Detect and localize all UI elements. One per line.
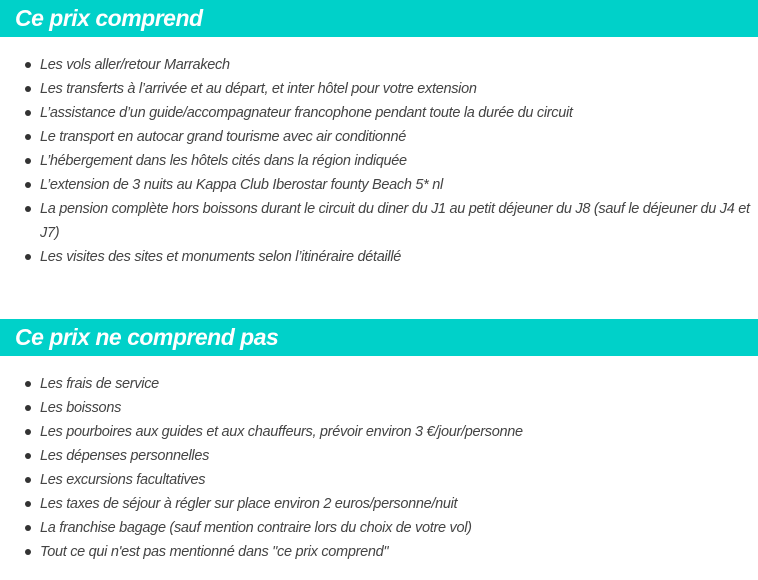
excluded-section-header	[0, 319, 758, 356]
list-item: Les visites des sites et monuments selon l’itinéraire détaillé	[0, 245, 758, 269]
bullet-icon	[25, 477, 31, 483]
list-item: Les transferts à l’arrivée et au départ, et inter hôtel pour votre extension	[0, 77, 758, 101]
bullet-icon	[25, 206, 31, 212]
list-item: La pension complète hors boissons durant le circuit du diner du J1 au petit déjeuner du J8 (sauf le déjeuner du J4 et J7)	[0, 197, 758, 245]
bullet-icon	[25, 453, 31, 459]
list-item: Les dépenses personnelles	[0, 444, 758, 468]
bullet-icon	[25, 158, 31, 164]
bullet-icon	[25, 254, 31, 260]
included-section-header	[0, 0, 758, 37]
list-item: Les boissons	[0, 396, 758, 420]
bullet-icon	[25, 525, 31, 531]
list-item: Le transport en autocar grand tourisme avec air conditionné	[0, 125, 758, 149]
bullet-icon	[25, 62, 31, 68]
included-section-title: Ce prix comprend	[15, 5, 203, 31]
list-item: La franchise bagage (sauf mention contraire lors du choix de votre vol)	[0, 516, 758, 540]
bullet-icon	[25, 110, 31, 116]
bullet-icon	[25, 134, 31, 140]
bullet-icon	[25, 86, 31, 92]
list-item: Les frais de service	[0, 372, 758, 396]
bullet-icon	[25, 182, 31, 188]
excluded-section-title: Ce prix ne comprend pas	[15, 324, 279, 350]
list-item: Les vols aller/retour Marrakech	[0, 53, 758, 77]
bullet-icon	[25, 549, 31, 555]
excluded-list	[0, 372, 758, 564]
bullet-icon	[25, 381, 31, 387]
list-item: L’hébergement dans les hôtels cités dans la région indiquée	[0, 149, 758, 173]
list-item: Tout ce qui n'est pas mentionné dans "ce prix comprend"	[0, 540, 758, 564]
list-item: Les excursions facultatives	[0, 468, 758, 492]
list-item: Les taxes de séjour à régler sur place environ 2 euros/personne/nuit	[0, 492, 758, 516]
list-item: L’assistance d’un guide/accompagnateur francophone pendant toute la durée du circuit	[0, 101, 758, 125]
bullet-icon	[25, 501, 31, 507]
bullet-icon	[25, 429, 31, 435]
list-item: L’extension de 3 nuits au Kappa Club Iberostar founty Beach 5* nl	[0, 173, 758, 197]
list-item: Les pourboires aux guides et aux chauffeurs, prévoir environ 3 €/jour/personne	[0, 420, 758, 444]
bullet-icon	[25, 405, 31, 411]
included-list	[0, 53, 758, 269]
